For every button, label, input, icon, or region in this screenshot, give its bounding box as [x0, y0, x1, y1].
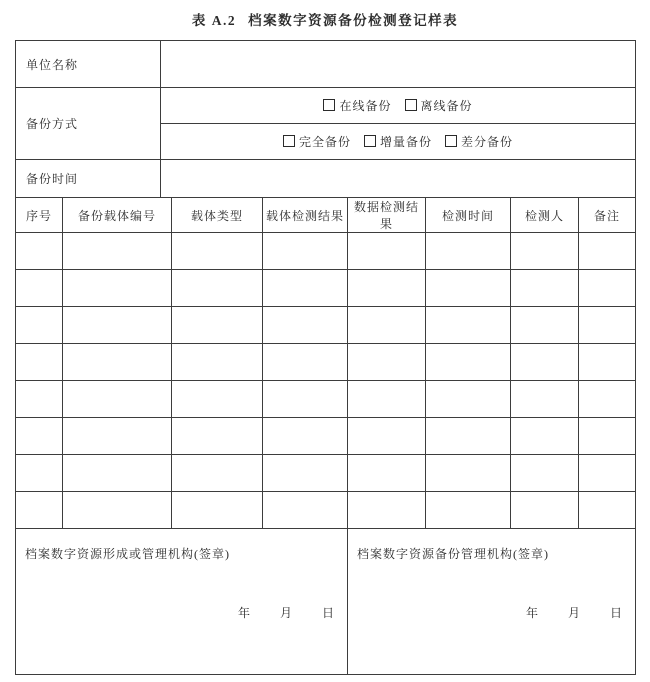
table-row [16, 270, 636, 307]
table-cell [579, 344, 636, 381]
table-row [16, 455, 636, 492]
col-header-index: 序号 [16, 198, 63, 233]
table-cell [63, 381, 172, 418]
table-cell [511, 270, 579, 307]
checkbox-differential-backup [445, 135, 513, 149]
table-cell [511, 492, 579, 529]
table-title-text: 档案数字资源备份检测登记样表 [248, 13, 459, 28]
backup-time-label: 备份时间 [16, 160, 161, 198]
table-cell [579, 307, 636, 344]
year-label: 年 [237, 606, 251, 620]
table-cell [348, 344, 426, 381]
table-cell [263, 381, 348, 418]
checkbox-label: 离线备份 [420, 99, 473, 113]
backup-method-row-1 [16, 88, 636, 124]
table-cell [16, 233, 63, 270]
table-cell [348, 492, 426, 529]
table-cell [348, 455, 426, 492]
inspection-table-body [16, 233, 636, 529]
table-cell [63, 270, 172, 307]
unit-name-row [16, 41, 636, 88]
checkbox-label: 完全备份 [298, 135, 351, 149]
table-cell [263, 233, 348, 270]
checkbox-icon [364, 135, 376, 147]
forming-org-label: 档案数字资源形成或管理机构(签章) [25, 547, 230, 561]
table-cell [579, 455, 636, 492]
checkbox-offline-backup [405, 99, 473, 113]
table-cell [263, 492, 348, 529]
table-cell [348, 233, 426, 270]
col-header-remarks: 备注 [579, 198, 636, 233]
table-cell [511, 418, 579, 455]
info-section [15, 40, 636, 198]
inspection-table [15, 197, 636, 529]
day-label: 日 [321, 606, 335, 620]
table-cell [263, 455, 348, 492]
col-header-carrier-result: 载体检测结果 [263, 198, 348, 233]
signature-row [16, 529, 636, 675]
table-cell [263, 344, 348, 381]
table-cell [348, 381, 426, 418]
checkbox-full-backup [283, 135, 351, 149]
table-cell [511, 233, 579, 270]
col-header-inspect-time: 检测时间 [426, 198, 511, 233]
table-cell [16, 344, 63, 381]
signature-section [15, 528, 636, 675]
table-cell [16, 307, 63, 344]
checkbox-icon [323, 99, 335, 111]
table-cell [172, 270, 263, 307]
table-cell [511, 455, 579, 492]
table-cell [426, 455, 511, 492]
checkbox-label: 增量备份 [379, 135, 432, 149]
checkbox-label: 在线备份 [339, 99, 392, 113]
table-cell [172, 344, 263, 381]
table-cell [579, 381, 636, 418]
table-cell [426, 492, 511, 529]
table-cell [16, 492, 63, 529]
table-cell [348, 418, 426, 455]
table-cell [172, 492, 263, 529]
table-cell [263, 270, 348, 307]
table-cell [348, 307, 426, 344]
table-cell [172, 233, 263, 270]
table-cell [16, 270, 63, 307]
year-label: 年 [525, 606, 539, 620]
col-header-carrier-id: 备份载体编号 [63, 198, 172, 233]
header-row [16, 198, 636, 233]
backup-mode-options-cell [161, 88, 636, 124]
table-cell [63, 455, 172, 492]
backup-time-row [16, 160, 636, 198]
signature-right-cell [348, 529, 636, 675]
table-cell [426, 344, 511, 381]
table-row [16, 492, 636, 529]
table-cell [172, 381, 263, 418]
signature-left-cell [16, 529, 348, 675]
checkbox-online-backup [323, 99, 391, 113]
unit-name-label: 单位名称 [16, 41, 161, 88]
page-title [0, 0, 650, 29]
table-cell [263, 307, 348, 344]
unit-name-value-cell [161, 41, 636, 88]
date-line [16, 604, 347, 621]
table-row [16, 344, 636, 381]
table-cell [16, 418, 63, 455]
table-cell [426, 307, 511, 344]
checkbox-incremental-backup [364, 135, 432, 149]
table-cell [511, 344, 579, 381]
date-line [348, 604, 635, 621]
day-label: 日 [609, 606, 623, 620]
backup-org-label: 档案数字资源备份管理机构(签章) [357, 547, 549, 561]
table-cell [172, 307, 263, 344]
table-cell [16, 381, 63, 418]
table-cell [63, 307, 172, 344]
table-cell [16, 455, 63, 492]
table-cell [579, 233, 636, 270]
table-row [16, 233, 636, 270]
col-header-data-result: 数据检测结果 [348, 198, 426, 233]
checkbox-icon [283, 135, 295, 147]
backup-time-value-cell [161, 160, 636, 198]
table-cell [511, 307, 579, 344]
table-cell [579, 492, 636, 529]
table-cell [426, 418, 511, 455]
table-cell [426, 381, 511, 418]
month-label: 月 [567, 606, 581, 620]
table-row [16, 418, 636, 455]
month-label: 月 [279, 606, 293, 620]
table-cell [579, 418, 636, 455]
col-header-carrier-type: 载体类型 [172, 198, 263, 233]
table-cell [511, 381, 579, 418]
backup-method-label: 备份方式 [16, 88, 161, 160]
table-cell [172, 418, 263, 455]
col-header-inspector: 检测人 [511, 198, 579, 233]
table-row [16, 381, 636, 418]
checkbox-icon [405, 99, 417, 111]
checkbox-label: 差分备份 [461, 135, 514, 149]
checkbox-icon [445, 135, 457, 147]
table-cell [172, 455, 263, 492]
table-cell [263, 418, 348, 455]
table-cell [63, 233, 172, 270]
backup-type-options-cell [161, 124, 636, 160]
table-cell [579, 270, 636, 307]
table-cell [426, 233, 511, 270]
table-cell [63, 418, 172, 455]
table-cell [63, 344, 172, 381]
table-cell [348, 270, 426, 307]
table-number: 表 A.2 [191, 13, 237, 28]
table-cell [63, 492, 172, 529]
table-cell [426, 270, 511, 307]
table-row [16, 307, 636, 344]
